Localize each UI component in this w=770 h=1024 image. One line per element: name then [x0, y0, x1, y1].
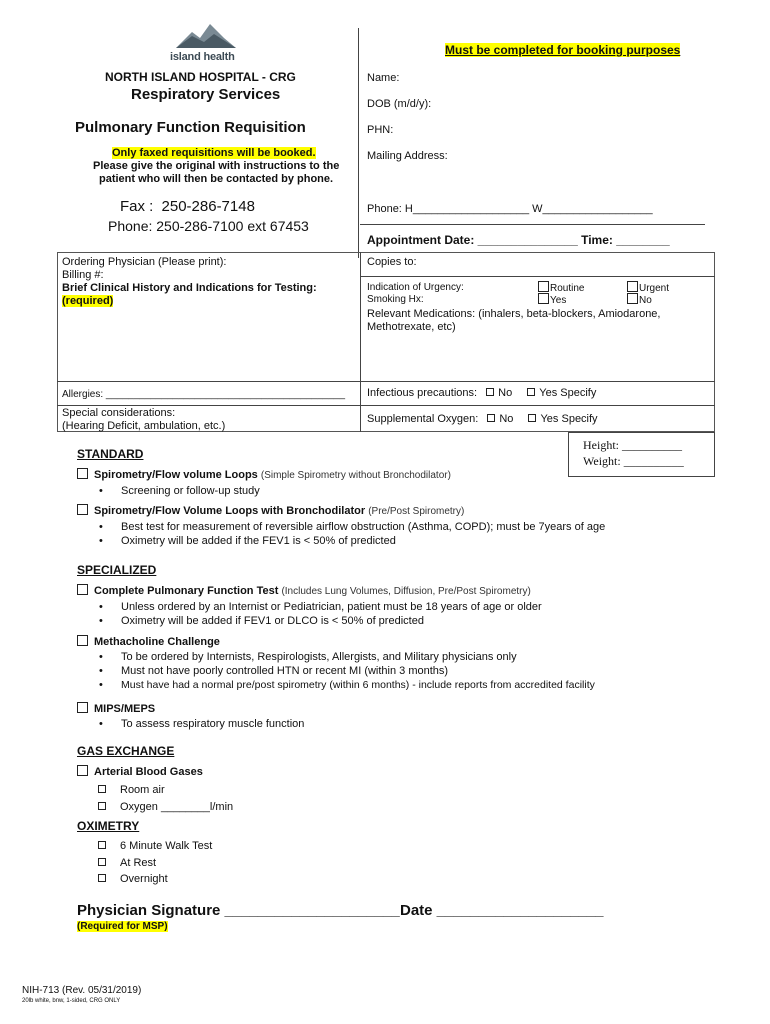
- phone-line: Phone: 250-286-7100 ext 67453: [108, 218, 309, 234]
- form-title: Pulmonary Function Requisition: [75, 119, 306, 136]
- infectious-yes-label: Yes Specify: [539, 387, 597, 399]
- infectious-yes-checkbox[interactable]: [527, 388, 535, 396]
- spirometry-checkbox[interactable]: [77, 468, 88, 479]
- vertical-divider: [358, 28, 359, 258]
- routine-checkbox[interactable]: [538, 281, 549, 292]
- spirometry-option[interactable]: [77, 468, 451, 481]
- bronchodilator-note: (Pre/Post Spirometry): [368, 506, 465, 517]
- oxygen-option[interactable]: [98, 801, 233, 813]
- booking-note: Must be completed for booking purposes: [445, 43, 681, 57]
- mailing-address-field[interactable]: Mailing Address:: [367, 150, 448, 162]
- abg-checkbox[interactable]: [77, 765, 88, 776]
- routine-label: Routine: [550, 283, 585, 294]
- smoking-label: Smoking Hx:: [367, 294, 424, 305]
- logo-text: island health: [170, 51, 235, 63]
- overnight-label: Overnight: [120, 873, 168, 885]
- abg-option[interactable]: [77, 765, 203, 778]
- methacholine-label: Methacholine Challenge: [94, 636, 220, 648]
- gas-exchange-heading: GAS EXCHANGE: [77, 744, 175, 758]
- abg-label: Arterial Blood Gases: [94, 766, 203, 778]
- msp-required-note: (Required for MSP): [77, 921, 168, 932]
- mips-checkbox[interactable]: [77, 702, 88, 713]
- walk-test-label: 6 Minute Walk Test: [120, 840, 213, 852]
- hospital-name: NORTH ISLAND HOSPITAL - CRG: [105, 70, 296, 84]
- name-field[interactable]: Name:: [367, 72, 400, 84]
- bronchodilator-label: Spirometry/Flow Volume Loops with Bronchodilator: [94, 505, 366, 517]
- at-rest-label: At Rest: [120, 857, 157, 869]
- fax-line: [120, 198, 255, 215]
- allergies-field[interactable]: Allergies: ___________________________________________: [62, 389, 346, 400]
- smoking-no-checkbox[interactable]: [627, 293, 638, 304]
- height-field[interactable]: Height: __________: [583, 438, 682, 452]
- spirometry-label: Spirometry/Flow volume Loops: [94, 469, 258, 481]
- spirometry-bullet: • Screening or follow-up study: [121, 485, 260, 497]
- mips-option[interactable]: [77, 702, 155, 715]
- walk-test-option[interactable]: [98, 840, 212, 852]
- standard-heading: STANDARD: [77, 447, 144, 461]
- form-number: NIH-713 (Rev. 05/31/2019): [22, 985, 142, 996]
- room-air-label: Room air: [120, 784, 165, 796]
- bronchodilator-bullet-1: • Best test for measurement of reversible airflow obstruction (Asthma, COPD); must be 7years of age: [121, 521, 605, 533]
- oxygen-rate-label: Oxygen ________l/min: [120, 801, 234, 813]
- spirometry-note: (Simple Spirometry without Bronchodilator): [260, 470, 451, 481]
- mountain-logo-icon: [174, 20, 238, 50]
- methacholine-option[interactable]: [77, 635, 220, 648]
- methacholine-bullet-2: • Must not have poorly controlled HTN or recent MI (within 3 months): [121, 665, 448, 677]
- smoking-yes-option[interactable]: [538, 293, 566, 306]
- instructions-line1: Please give the original with instructions to the: [93, 160, 340, 172]
- oximetry-heading: OXIMETRY: [77, 819, 140, 833]
- room-air-option[interactable]: [98, 784, 165, 796]
- medications-field[interactable]: Relevant Medications: (inhalers, beta-blockers, Amiodarone,: [367, 308, 661, 320]
- mips-bullet: • To assess respiratory muscle function: [121, 718, 304, 730]
- infectious-row: [367, 387, 596, 399]
- fax-number: 250-286-7148: [161, 198, 255, 215]
- complete-pft-checkbox[interactable]: [77, 584, 88, 595]
- bronchodilator-option[interactable]: [77, 504, 464, 517]
- phn-field[interactable]: PHN:: [367, 124, 394, 136]
- bronchodilator-bullet-2: • Oximetry will be added if the FEV1 is < 50% of predicted: [121, 535, 396, 547]
- clinical-history-label: Brief Clinical History and Indications for Testing:: [62, 282, 317, 294]
- copies-rule: [360, 276, 715, 277]
- complete-pft-note: (Includes Lung Volumes, Diffusion, Pre/Post Spirometry): [281, 586, 531, 597]
- height-weight-box: [568, 432, 715, 477]
- smoking-no-label: No: [639, 295, 652, 306]
- department-name: Respiratory Services: [131, 86, 281, 103]
- at-rest-option[interactable]: [98, 857, 156, 869]
- phone-field[interactable]: Phone: H___________________ W__________________: [367, 203, 653, 215]
- smoking-yes-checkbox[interactable]: [538, 293, 549, 304]
- special-considerations-label: Special considerations:: [62, 407, 176, 419]
- infectious-no-label: No: [498, 387, 513, 399]
- methacholine-bullet-3: • Must have had a normal pre/post spirometry (within 6 months) - include reports from accredited facility: [121, 679, 595, 691]
- urgent-checkbox[interactable]: [627, 281, 638, 292]
- complete-pft-label: Complete Pulmonary Function Test: [94, 585, 279, 597]
- copies-to-field[interactable]: Copies to:: [367, 256, 417, 268]
- special-considerations-hint: (Hearing Deficit, ambulation, etc.): [62, 420, 226, 432]
- fax-label: Fax :: [120, 198, 154, 215]
- specialized-heading: SPECIALIZED: [77, 563, 157, 577]
- oxygen-rate-checkbox[interactable]: [98, 802, 106, 810]
- at-rest-checkbox[interactable]: [98, 858, 106, 866]
- infectious-label: Infectious precautions:: [367, 387, 478, 399]
- physician-signature-field[interactable]: Physician Signature _____________________: [77, 902, 400, 919]
- instructions-line2: patient who will then be contacted by phone.: [99, 173, 334, 185]
- logo: [168, 20, 248, 64]
- methacholine-bullet-1: • To be ordered by Internists, Respirologists, Allergists, and Military physicians only: [121, 651, 517, 663]
- walk-test-checkbox[interactable]: [98, 841, 106, 849]
- oxygen-yes-checkbox[interactable]: [528, 414, 536, 422]
- urgent-label: Urgent: [639, 283, 670, 294]
- smoking-yes-label: Yes: [550, 295, 567, 306]
- special-rule: [57, 405, 715, 406]
- weight-field[interactable]: Weight: __________: [583, 454, 684, 468]
- complete-pft-bullet-1: • Unless ordered by an Internist or Pediatrician, patient must be 18 years of age or older: [121, 601, 542, 613]
- billing-field[interactable]: Billing #:: [62, 269, 104, 281]
- room-air-checkbox[interactable]: [98, 785, 106, 793]
- methacholine-checkbox[interactable]: [77, 635, 88, 646]
- mips-label: MIPS/MEPS: [94, 703, 156, 715]
- required-note: (required): [62, 295, 114, 307]
- dob-field[interactable]: DOB (m/d/y):: [367, 98, 432, 110]
- oxygen-yes-label: Yes Specify: [540, 413, 598, 425]
- supplemental-label: Supplemental Oxygen:: [367, 413, 479, 425]
- overnight-checkbox[interactable]: [98, 874, 106, 882]
- smoking-no-option[interactable]: [627, 293, 652, 306]
- oxygen-row: [367, 413, 598, 425]
- ordering-physician-field[interactable]: Ordering Physician (Please print):: [62, 256, 227, 268]
- overnight-option[interactable]: [98, 873, 168, 885]
- complete-pft-option[interactable]: [77, 584, 531, 597]
- signature-date-field[interactable]: Date ____________________: [400, 902, 604, 919]
- allergies-rule: [57, 381, 715, 382]
- bronchodilator-checkbox[interactable]: [77, 504, 88, 515]
- oxygen-no-checkbox[interactable]: [487, 414, 495, 422]
- phone-underline: [360, 224, 705, 225]
- infectious-no-checkbox[interactable]: [486, 388, 494, 396]
- faxed-note: Only faxed requisitions will be booked.: [112, 147, 316, 159]
- paper-spec: 20lb white, bnw, 1-sided, CRG ONLY: [22, 998, 121, 1004]
- medications-hint: Methotrexate, etc): [367, 321, 456, 333]
- appointment-field[interactable]: Appointment Date: _______________ Time: ________: [367, 233, 670, 247]
- complete-pft-bullet-2: • Oximetry will be added if FEV1 or DLCO is < 50% of predicted: [121, 615, 424, 627]
- urgency-label: Indication of Urgency:: [367, 282, 464, 293]
- oxygen-no-label: No: [499, 413, 514, 425]
